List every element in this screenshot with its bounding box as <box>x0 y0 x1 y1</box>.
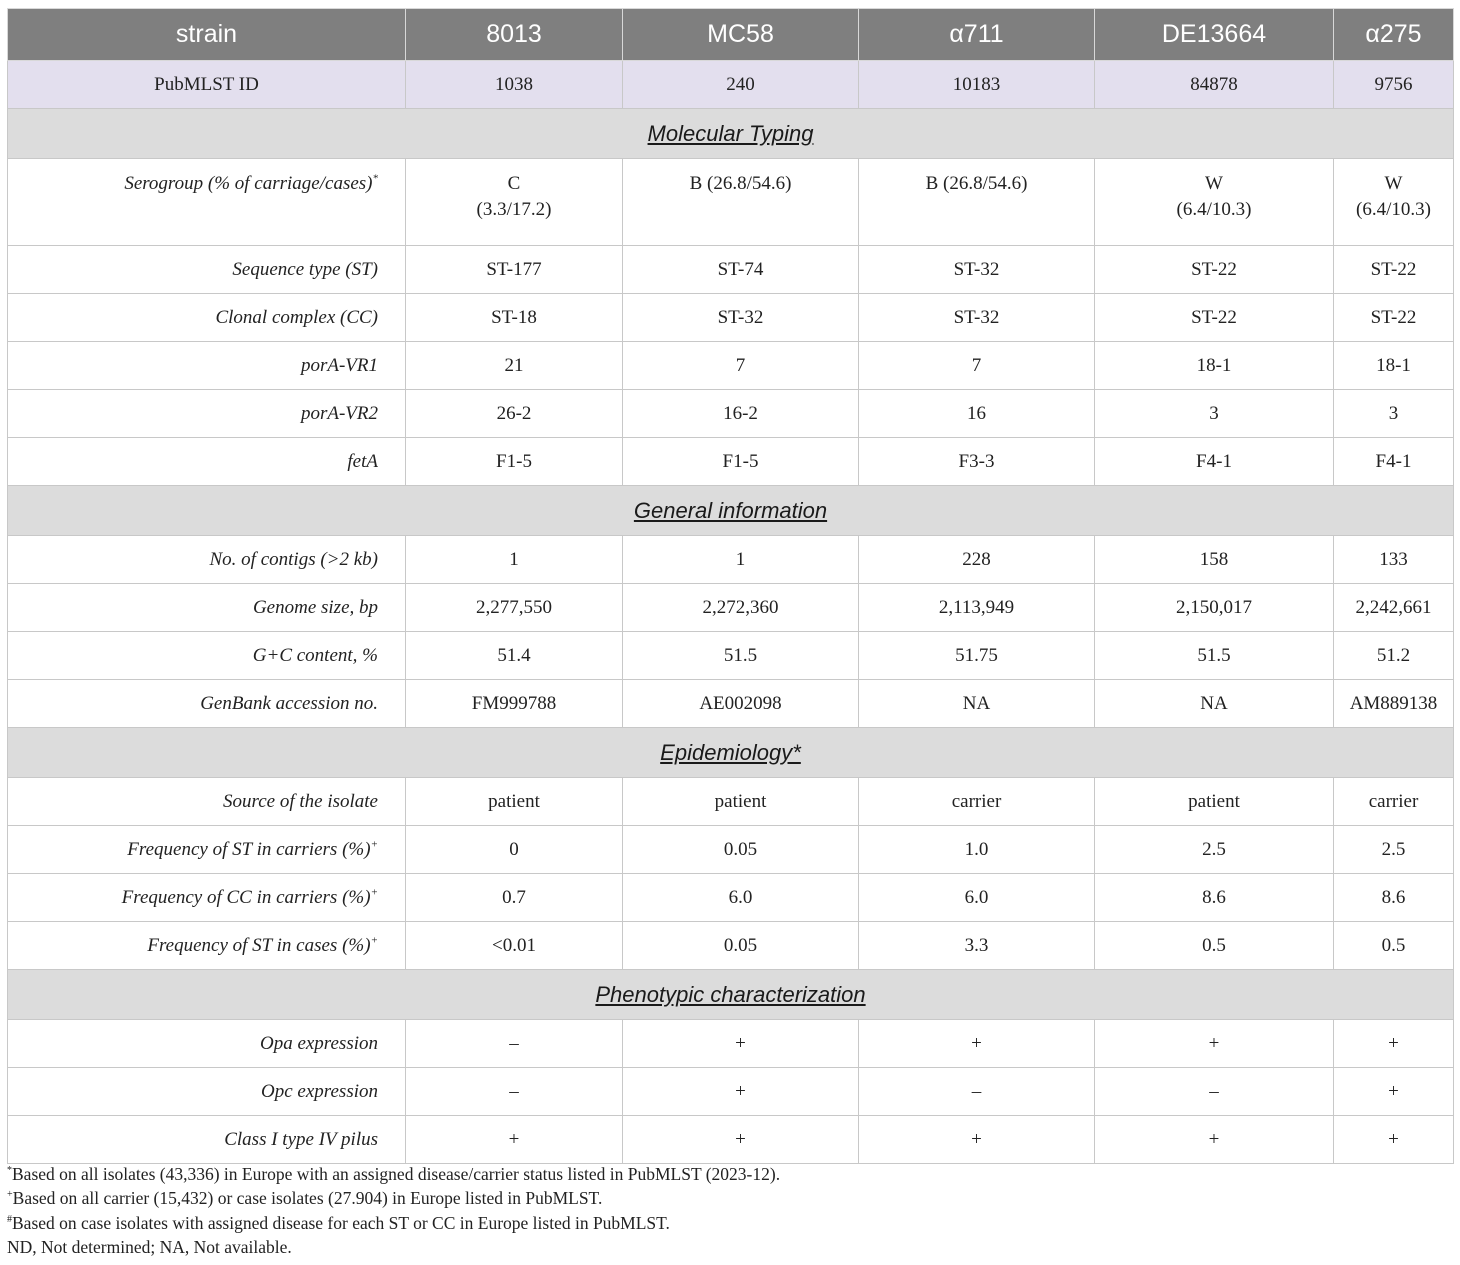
table-cell <box>406 342 623 390</box>
table-row <box>8 246 1454 294</box>
table-cell <box>623 342 859 390</box>
table-cell <box>859 826 1095 874</box>
row-label-text: porA-VR2 <box>300 402 378 424</box>
table-cell <box>1334 680 1454 728</box>
cell-line: 8.6 <box>1381 886 1406 908</box>
table-cell <box>406 1068 623 1116</box>
section-header-row <box>8 109 1454 159</box>
cell-line: patient <box>714 790 767 812</box>
cell-line: AM889138 <box>1349 692 1438 714</box>
header-row <box>8 9 1454 61</box>
row-label <box>8 1020 406 1068</box>
row-label <box>8 342 406 390</box>
cell-line: B (26.8/54.6) <box>925 173 1028 194</box>
table-cell <box>1334 246 1454 294</box>
table-cell <box>1095 536 1334 584</box>
table-cell <box>406 390 623 438</box>
cell-line: NA <box>1200 692 1228 714</box>
cell-line: ST-22 <box>1191 306 1237 328</box>
table-cell <box>406 874 623 922</box>
table-cell <box>1334 1116 1454 1164</box>
table-cell <box>623 680 859 728</box>
table-cell <box>623 159 859 246</box>
cell-line: patient <box>488 790 540 812</box>
cell-line: carrier <box>951 790 1002 812</box>
row-label <box>8 159 406 246</box>
cell-line: 3 <box>1209 402 1219 424</box>
cell-line: 2,272,360 <box>702 596 779 618</box>
table-row <box>8 922 1454 970</box>
cell-line: 7 <box>971 354 982 376</box>
cell-line: + <box>971 1032 982 1054</box>
cell-line: (6.4/10.3) <box>1176 199 1252 220</box>
cell-line: + <box>1208 1032 1220 1054</box>
cell-line: 0.05 <box>723 838 758 860</box>
section-header-row <box>8 970 1454 1020</box>
table-cell <box>859 584 1095 632</box>
table-row <box>8 584 1454 632</box>
row-label-text: GenBank accession no. <box>200 692 378 714</box>
cell-line: F4-1 <box>1375 450 1412 472</box>
cell-line: – <box>971 1080 982 1102</box>
cell-line: F1-5 <box>722 450 759 472</box>
header-cell-strain: strain <box>8 9 406 61</box>
row-label <box>8 778 406 826</box>
cell-line: 0.5 <box>1202 934 1226 956</box>
table-cell <box>859 632 1095 680</box>
cell-line: 7 <box>735 354 746 376</box>
table-cell <box>1334 632 1454 680</box>
footnote-text: ND, Not determined; NA, Not available. <box>7 1236 292 1257</box>
table-cell <box>1334 874 1454 922</box>
table-cell <box>623 778 859 826</box>
cell-line: 51.4 <box>497 644 531 666</box>
cell-line: 18-1 <box>1376 354 1411 376</box>
footnote <box>7 1186 1453 1210</box>
table-cell <box>623 584 859 632</box>
cell-line: 3.3 <box>964 934 989 956</box>
table-cell <box>1334 536 1454 584</box>
table-cell <box>859 1020 1095 1068</box>
table-cell <box>859 778 1095 826</box>
table-cell <box>1095 922 1334 970</box>
table-cell <box>406 680 623 728</box>
cell-line: 21 <box>504 354 524 376</box>
cell-line: 0.05 <box>723 934 758 956</box>
table-cell <box>623 536 859 584</box>
cell-line: + <box>735 1032 746 1054</box>
table-cell <box>1095 246 1334 294</box>
cell-line: ST-177 <box>486 258 542 280</box>
table-row <box>8 680 1454 728</box>
table-cell <box>859 342 1095 390</box>
table-cell <box>623 1116 859 1164</box>
table-cell <box>859 1116 1095 1164</box>
row-label-text: porA-VR1 <box>300 354 378 376</box>
footnote-marker: + <box>370 934 378 947</box>
cell-line: 0.7 <box>502 886 526 908</box>
row-label <box>8 826 406 874</box>
table-cell <box>1334 159 1454 246</box>
cell-line: 0.5 <box>1381 934 1406 956</box>
table-cell <box>1334 584 1454 632</box>
table-cell <box>623 874 859 922</box>
table-cell <box>623 1020 859 1068</box>
footnote-marker: + <box>7 1189 13 1201</box>
cell-line: 18-1 <box>1196 354 1232 376</box>
table-cell <box>406 536 623 584</box>
row-label <box>8 874 406 922</box>
footnote <box>7 1211 1453 1235</box>
row-label-text: Clonal complex (CC) <box>215 306 378 328</box>
table-cell <box>1095 294 1334 342</box>
table-cell <box>1095 1068 1334 1116</box>
table-row <box>8 294 1454 342</box>
cell-line: 51.2 <box>1376 644 1411 666</box>
table-cell <box>406 159 623 246</box>
table-cell <box>859 390 1095 438</box>
cell-line: 133 <box>1379 548 1408 570</box>
table-cell <box>1334 922 1454 970</box>
footnote-marker: # <box>7 1213 12 1225</box>
row-label <box>8 536 406 584</box>
cell-line: AE002098 <box>699 692 782 714</box>
cell-line: 2,277,550 <box>476 596 552 618</box>
table-cell: 10183 <box>859 61 1095 109</box>
table-cell <box>406 438 623 486</box>
cell-line: – <box>509 1032 519 1054</box>
row-label <box>8 922 406 970</box>
cell-line: W <box>1384 173 1403 194</box>
table-cell <box>1334 390 1454 438</box>
table-body <box>8 61 1454 1164</box>
cell-line: 51.5 <box>1197 644 1231 666</box>
table-row <box>8 778 1454 826</box>
table-cell: 240 <box>623 61 859 109</box>
pubmlst-id-row <box>8 61 1454 109</box>
cell-line: 16 <box>967 402 986 424</box>
table-footnotes <box>7 1162 1453 1259</box>
table-row <box>8 438 1454 486</box>
table-cell <box>623 632 859 680</box>
cell-line: ST-74 <box>717 258 764 280</box>
table-cell <box>1334 826 1454 874</box>
footnote <box>7 1162 1453 1186</box>
section-title: Molecular Typing <box>8 109 1454 159</box>
table-row <box>8 1116 1454 1164</box>
cell-line: FM999788 <box>471 692 557 714</box>
strain-comparison-table-container <box>7 8 1453 1164</box>
table-cell <box>623 826 859 874</box>
row-label <box>8 584 406 632</box>
row-label <box>8 632 406 680</box>
table-header <box>8 9 1454 61</box>
table-row <box>8 632 1454 680</box>
table-cell <box>859 536 1095 584</box>
table-cell <box>859 874 1095 922</box>
cell-line: + <box>508 1128 520 1150</box>
row-label-text: Serogroup (% of carriage/cases) <box>124 173 373 194</box>
cell-line: – <box>509 1080 519 1102</box>
header-cell-a711: α711 <box>859 9 1095 61</box>
table-row <box>8 536 1454 584</box>
footnote-marker: * <box>7 1165 12 1177</box>
cell-line: ST-22 <box>1370 258 1417 280</box>
table-cell <box>1095 778 1334 826</box>
cell-line: ST-22 <box>1191 258 1237 280</box>
table-cell <box>406 294 623 342</box>
row-label-text: Frequency of ST in carriers (%) <box>127 838 371 860</box>
table-cell <box>406 826 623 874</box>
cell-line: 51.75 <box>955 644 998 666</box>
header-cell-de13664: DE13664 <box>1095 9 1334 61</box>
cell-line: ST-18 <box>491 306 537 328</box>
cell-line: <0.01 <box>492 934 536 956</box>
cell-line: 1.0 <box>964 838 989 860</box>
cell-line: W <box>1205 173 1223 194</box>
cell-line: NA <box>962 692 991 714</box>
table-cell <box>406 1020 623 1068</box>
cell-line: 51.5 <box>723 644 758 666</box>
table-cell <box>1095 390 1334 438</box>
footnote-marker: + <box>370 838 378 851</box>
footnote-marker: + <box>370 886 378 899</box>
cell-line: ST-32 <box>953 258 1000 280</box>
section-header-row <box>8 728 1454 778</box>
table-row <box>8 159 1454 246</box>
cell-line: + <box>735 1080 746 1102</box>
section-header-row <box>8 486 1454 536</box>
cell-line: 26-2 <box>496 402 532 424</box>
row-label <box>8 438 406 486</box>
table-cell <box>859 922 1095 970</box>
cell-line: (6.4/10.3) <box>1356 199 1431 220</box>
table-cell <box>1095 342 1334 390</box>
table-cell <box>406 1116 623 1164</box>
table-cell <box>1095 584 1334 632</box>
table-cell <box>1095 1116 1334 1164</box>
row-label <box>8 1116 406 1164</box>
row-label-text: Opa expression <box>259 1032 378 1054</box>
table-cell <box>859 294 1095 342</box>
footnote-text: Based on all carrier (15,432) or case isolates (27.904) in Europe listed in PubMLST. <box>12 1188 603 1209</box>
cell-line: 1 <box>509 548 519 570</box>
cell-line: 6.0 <box>964 886 989 908</box>
table-cell <box>1334 1020 1454 1068</box>
row-label-text: Class I type IV pilus <box>224 1128 378 1150</box>
cell-line: 0 <box>509 838 519 860</box>
cell-line: + <box>1388 1032 1399 1054</box>
footnote-text: Based on case isolates with assigned disease for each ST or CC in Europe listed in PubMLST. <box>12 1212 670 1233</box>
cell-line: + <box>1388 1128 1399 1150</box>
table-cell <box>859 680 1095 728</box>
row-label-text: Genome size, bp <box>252 596 378 618</box>
header-cell-a275: α275 <box>1334 9 1454 61</box>
table-cell <box>406 632 623 680</box>
cell-line: 8.6 <box>1202 886 1226 908</box>
footnote <box>7 1235 1453 1259</box>
cell-line: 6.0 <box>728 886 753 908</box>
section-title: Phenotypic characterization <box>8 970 1454 1020</box>
cell-line: + <box>735 1128 746 1150</box>
cell-line: ST-22 <box>1370 306 1417 328</box>
table-cell <box>623 1068 859 1116</box>
cell-line: + <box>1388 1080 1399 1102</box>
table-cell <box>859 246 1095 294</box>
row-label-text: Opc expression <box>261 1080 378 1102</box>
header-cell-mc58: MC58 <box>623 9 859 61</box>
table-cell <box>406 922 623 970</box>
cell-line: + <box>971 1128 982 1150</box>
section-title: General information <box>8 486 1454 536</box>
row-label: PubMLST ID <box>8 61 406 109</box>
strain-comparison-table <box>7 8 1454 1164</box>
cell-line: patient <box>1188 790 1240 812</box>
row-label <box>8 294 406 342</box>
table-cell <box>1334 342 1454 390</box>
cell-line: carrier <box>1368 790 1419 812</box>
cell-line: F1-5 <box>496 450 532 472</box>
table-cell <box>406 246 623 294</box>
row-label <box>8 246 406 294</box>
table-row <box>8 342 1454 390</box>
row-label-text: Frequency of ST in cases (%) <box>147 934 371 956</box>
table-cell <box>623 294 859 342</box>
row-label-text: Source of the isolate <box>223 790 378 812</box>
table-cell <box>406 584 623 632</box>
table-row <box>8 1068 1454 1116</box>
table-cell <box>1334 1068 1454 1116</box>
cell-line: 228 <box>962 548 991 570</box>
header-cell-8013: 8013 <box>406 9 623 61</box>
table-cell <box>623 390 859 438</box>
section-title: Epidemiology* <box>8 728 1454 778</box>
cell-line: 2.5 <box>1202 838 1226 860</box>
table-row <box>8 1020 1454 1068</box>
cell-line: 2,150,017 <box>1176 596 1252 618</box>
row-label-text: No. of contigs (>2 kb) <box>209 548 378 570</box>
cell-line: ST-32 <box>953 306 1000 328</box>
table-cell <box>1095 826 1334 874</box>
table-row <box>8 390 1454 438</box>
table-cell <box>859 1068 1095 1116</box>
table-cell <box>623 922 859 970</box>
footnote-marker: * <box>372 172 378 185</box>
table-cell: 84878 <box>1095 61 1334 109</box>
row-label <box>8 1068 406 1116</box>
table-cell <box>859 159 1095 246</box>
cell-line: ST-32 <box>717 306 764 328</box>
table-cell <box>1095 680 1334 728</box>
table-cell <box>1095 874 1334 922</box>
table-cell <box>859 438 1095 486</box>
table-cell <box>1095 1020 1334 1068</box>
row-label <box>8 680 406 728</box>
cell-line: 1 <box>735 548 746 570</box>
table-cell <box>1334 438 1454 486</box>
row-label-text: Frequency of CC in carriers (%) <box>121 886 371 908</box>
cell-line: – <box>1209 1080 1219 1102</box>
cell-line: 2,242,661 <box>1355 596 1432 618</box>
table-row <box>8 874 1454 922</box>
cell-line: (3.3/17.2) <box>476 199 552 220</box>
footnote-text: Based on all isolates (43,336) in Europe with an assigned disease/carrier status listed in PubMLST (2023-12). <box>12 1164 781 1184</box>
row-label <box>8 390 406 438</box>
table-cell: 9756 <box>1334 61 1454 109</box>
table-row <box>8 826 1454 874</box>
row-label-text: G+C content, % <box>252 644 378 666</box>
table-cell <box>1095 438 1334 486</box>
cell-line: 2.5 <box>1381 838 1406 860</box>
cell-line: 16-2 <box>723 402 758 424</box>
table-cell <box>623 246 859 294</box>
row-label-text: Sequence type (ST) <box>232 258 378 280</box>
cell-line: 158 <box>1199 548 1229 570</box>
cell-line: + <box>1208 1128 1220 1150</box>
cell-line: B (26.8/54.6) <box>689 173 792 194</box>
table-cell <box>1334 294 1454 342</box>
cell-line: 2,113,949 <box>938 596 1015 618</box>
table-cell <box>623 438 859 486</box>
row-label-text: fetA <box>347 450 378 472</box>
table-cell <box>1095 632 1334 680</box>
cell-line: F3-3 <box>958 450 995 472</box>
cell-line: 3 <box>1388 402 1399 424</box>
cell-line: F4-1 <box>1196 450 1232 472</box>
cell-line: C <box>507 173 521 194</box>
table-cell <box>406 778 623 826</box>
table-cell <box>1095 159 1334 246</box>
table-cell <box>1334 778 1454 826</box>
table-cell: 1038 <box>406 61 623 109</box>
